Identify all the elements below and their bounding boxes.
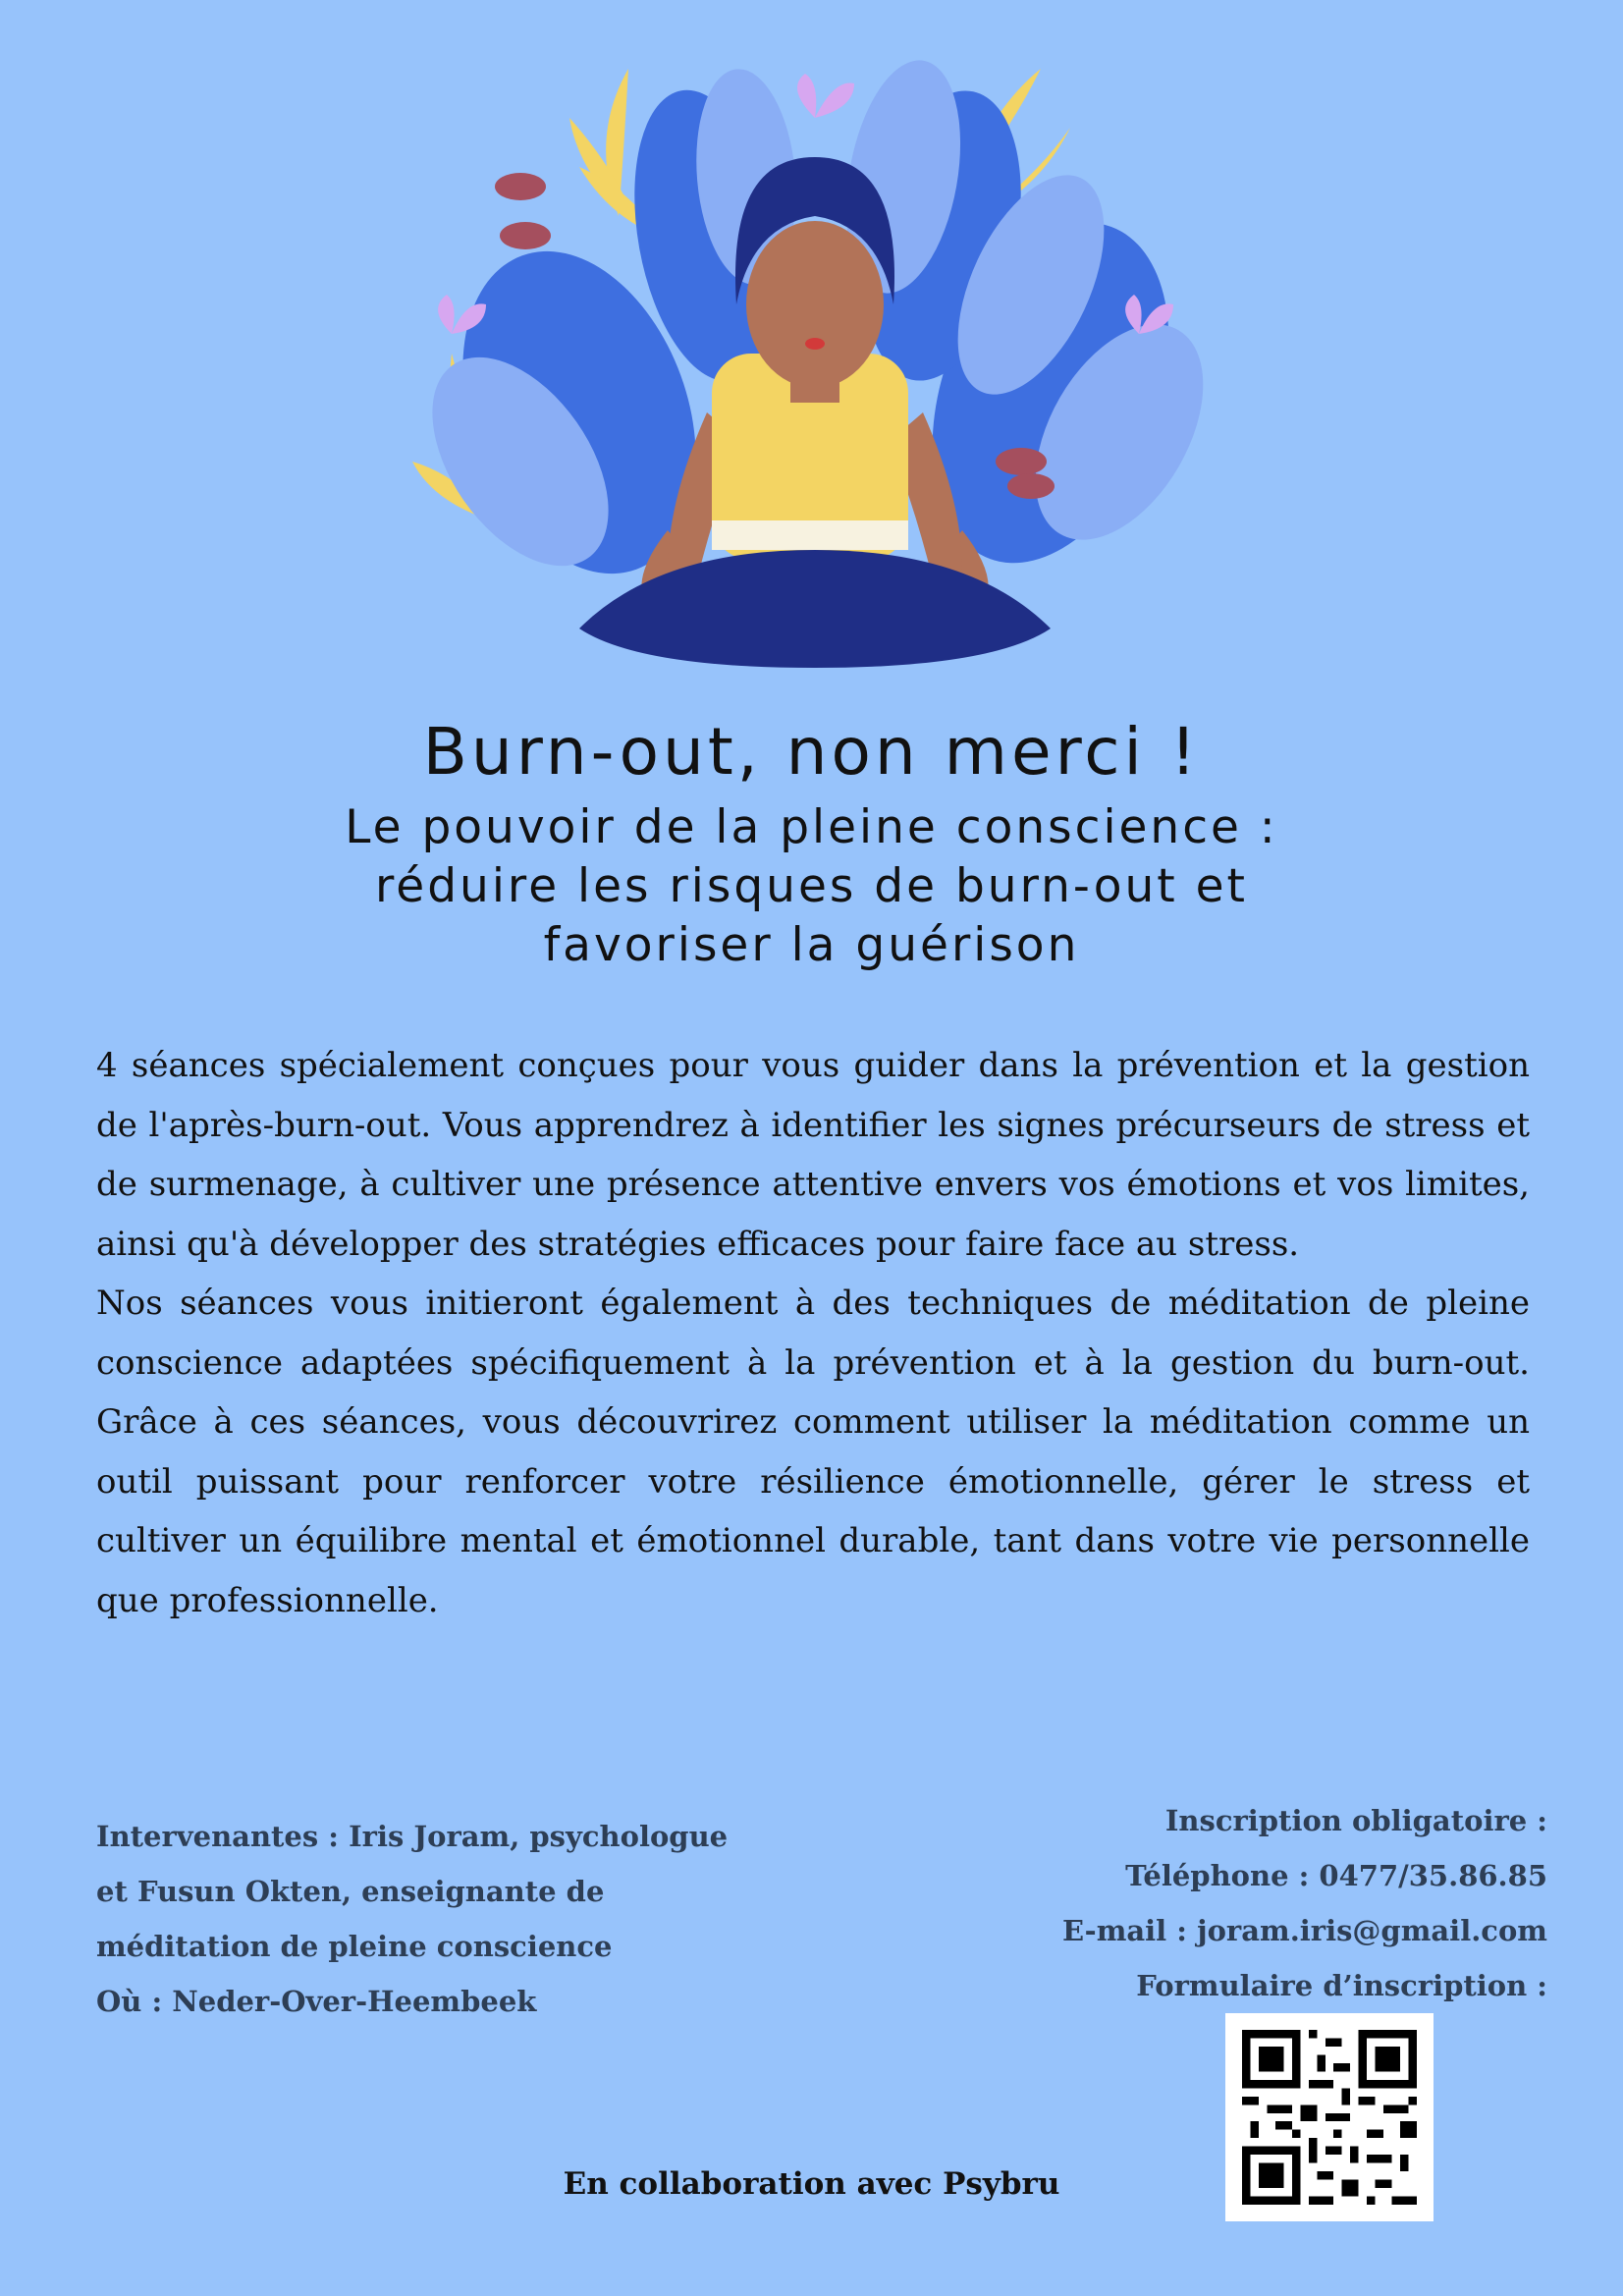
speakers-line: méditation de pleine conscience (96, 1930, 613, 1963)
email-line: E-mail : joram.iris@gmail.com (1062, 1914, 1547, 1947)
phone-line: Téléphone : 0477/35.86.85 (1125, 1859, 1547, 1892)
speakers-line: et Fusun Okten, enseignante de (96, 1875, 605, 1908)
location-line: Où : Neder-Over-Heembeek (96, 1985, 537, 2018)
registration-heading: Inscription obligatoire : (1164, 1804, 1547, 1837)
description-paragraph: Nos séances vous initieront également à des techniques de méditation de pleine conscience adaptées spécifiquement à la prévention et à la gestion du burn-out. Grâce à ces séances, vous découvrirez comment utiliser la méditation comme un outil puissant pour renforcer votre résilience émotionnelle, gérer le stress et cultiver un équilibre mental et émotionnel durable, tant dans votre vie personnelle que professionnelle. (96, 1284, 1530, 1620)
subtitle-line: réduire les risques de burn-out et (375, 859, 1248, 913)
subtitle-line: favoriser la guérison (543, 918, 1080, 972)
speakers-line: Intervenantes : Iris Joram, psychologue (96, 1820, 729, 1853)
form-label: Formulaire d’inscription : (1136, 1969, 1547, 2002)
header (0, 712, 1623, 975)
registration-info (860, 1793, 1547, 2013)
footer-collaboration: En collaboration avec Psybru (563, 2166, 1060, 2202)
meditating-woman-icon (412, 39, 1217, 687)
description-paragraph: 4 séances spécialement conçues pour vous guider dans la prévention et la gestion de l'après-burn-out. Vous apprendrez à identifier les signes précurseurs de stress et de surmenage, à cultiver une présence attentive envers vos émotions et vos limites, ainsi qu'à développer des stratégies efficaces pour faire face au stress. (96, 1046, 1530, 1264)
subtitle (0, 798, 1623, 975)
speakers-info (96, 1809, 803, 2029)
page-title: Burn-out, non merci ! (422, 714, 1201, 790)
description (96, 1036, 1530, 1630)
subtitle-line: Le pouvoir de la pleine conscience : (345, 800, 1278, 854)
